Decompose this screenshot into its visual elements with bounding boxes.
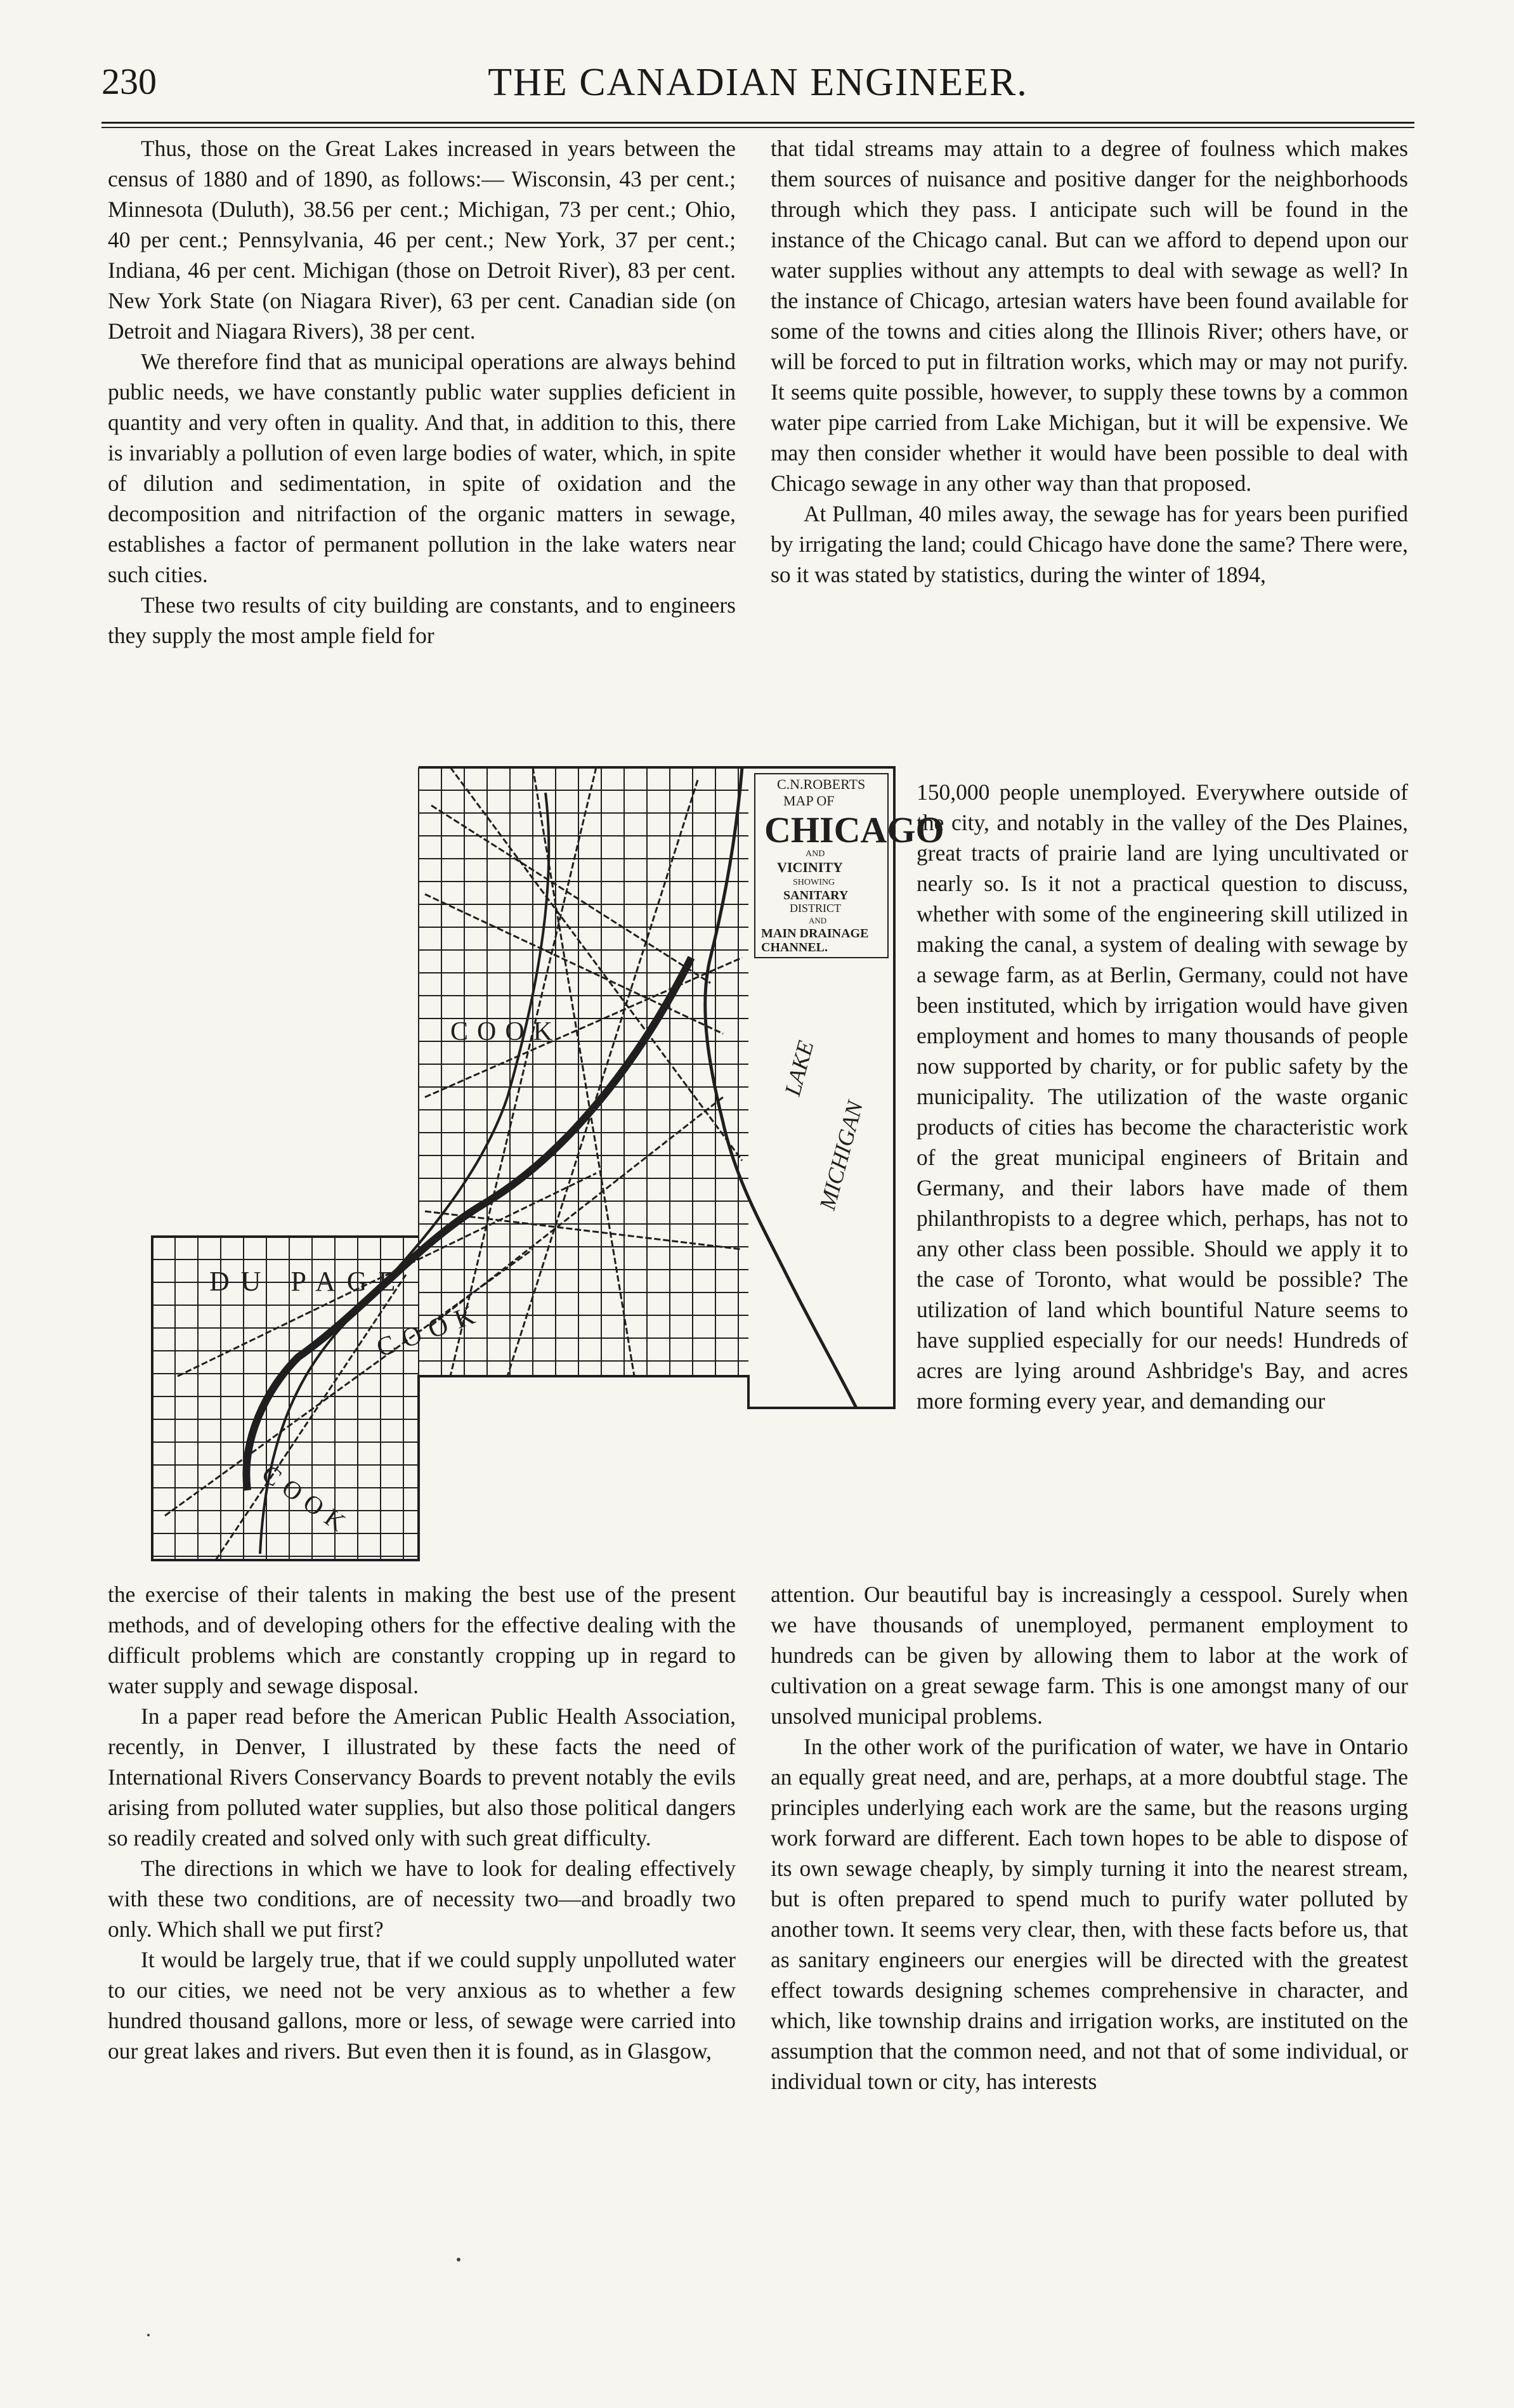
page-number: 230	[101, 61, 157, 102]
paragraph: The directions in which we have to look for dealing effectively with these two conditions, are of necessity two—and broadly two only. Which shall we put first?	[108, 1856, 736, 1942]
map-county-label: COOK	[256, 1459, 357, 1541]
paragraph: In the other work of the purification of water, we have in Ontario an equally great need, and are, perhaps, at a more doubtful stage. The principles underlying each work are the same, but the reasons urging work forward are different. Each town hopes to be able to dispose of its own sewage cheaply, by simply turning it into the nearest stream, but is often prepared to spend much to purify water polluted by another town. It seems very clear, then, with these facts before us, that as sanitary engineers our energies will be directed with the greatest effect towards designing schemes comprehensive in character, and which, like township drains and irrigation works, are instituted on the assumption that the common need, and not that of some individual, or individual town or city, has interests	[771, 1734, 1408, 2094]
map-title-line: CHANNEL.	[761, 940, 828, 954]
map-title-line: SHOWING	[793, 878, 835, 887]
map-lake-label: LAKE	[780, 1038, 819, 1099]
map-county-label: COOK	[450, 1017, 562, 1046]
journal-title: THE CANADIAN ENGINEER.	[488, 61, 1028, 104]
paragraph: attention. Our beautiful bay is increasingly a cesspool. Surely when we have thousands of unemployed, permanent employment to hundreds can be given by allowing them to labor at the work of cultivation on a great sewage farm. This is one amongst many of our unsolved municipal problems.	[771, 1582, 1408, 1729]
map-title-line: VICINITY	[777, 859, 843, 875]
paragraph: In a paper read before the American Public Health Association, recently, in Denver, I illustrated by these facts the need of International Rivers Conservancy Boards to prevent notably the evils arising from polluted water supplies, but also those political dangers so readily created and solved only with such great difficulty.	[108, 1703, 736, 1851]
paragraph: We therefore find that as municipal operations are always behind public needs, we have constantly public water supplies deficient in quantity and very often in quality. And that, in addition to this, there is invariably a pollution of even large bodies of water, which, in spite of dilution and sedimentation, in spite of oxidation and the decomposition and nitrifaction of the organic matters in sewage, establishes a factor of permanent pollution in the lake waters near such cities.	[108, 349, 736, 587]
paragraph: 150,000 people unemployed. Everywhere outside of the city, and notably in the valley of the Des Plaines, great tracts of prairie land are lying uncultivated or nearly so. Is it not a practical question to discuss, whether with some of the engineering skill utilized in making the canal, a system of dealing with sewage by a sewage farm, as at Berlin, Germany, could not have been instituted, which by irrigation would have given employment and homes to many thousands of people now supported by charity, or for public safety by the municipality. The utilization of the waste organic products of cities has become the characteristic work of the great municipal engineers of Britain and Germany, and their labors have made of them philanthropists to a degree which, perhaps, has not to any other class been possible. Should we apply it to the case of Toronto, what would be possible? The utilization of land which bountiful Nature seems to have supplied especially for our needs! Hundreds of acres are lying around Ashbridge's Bay, and acres more forming every year, and demanding our	[917, 779, 1408, 1414]
ink-speck	[147, 2334, 150, 2336]
paragraph: that tidal streams may attain to a degree of foulness which makes them sources of nuisance and positive danger for the neighborhoods through which they pass. I anticipate such will be found in the instance of the Chicago canal. But can we afford to depend upon our water supplies without any attempts to deal with sewage as well? In the instance of Chicago, artesian waters have been found available for some of the towns and cities along the Illinois River; others have, or will be forced to put in filtration works, which may or may not purify. It seems quite possible, however, to supply these towns by a common water pipe carried from Lake Michigan, but it will be expensive. We may then consider whether it would have been possible to deal with Chicago sewage in any other way than that proposed.	[771, 136, 1408, 496]
paragraph: Thus, those on the Great Lakes increased in years between the census of 1880 and of 1890, as follows:— Wisconsin, 43 per cent.; Minnesota (Duluth), 38.56 per cent.; Michigan, 73 per cent.; Ohio, 40 per cent.; Pennsylvania, 46 per cent.; New York, 37 per cent.; Indiana, 46 per cent. Michigan (those on Detroit River), 83 per cent. New York State (on Niagara River), 63 per cent. Canadian side (on Detroit and Niagara Rivers), 38 per cent.	[108, 136, 736, 344]
map-title-line: DISTRICT	[790, 902, 841, 914]
left-column-bottom	[108, 1579, 736, 2066]
chicago-drainage-map	[152, 767, 944, 1573]
left-column-top	[108, 133, 736, 651]
map-title-line: AND	[806, 849, 825, 859]
paragraph: It would be largely true, that if we could supply unpolluted water to our cities, we need not be very anxious as to whether a few hundred thousand gallons, more or less, of sewage were carried into our great lakes and rivers. But even then it is found, as in Glasgow,	[108, 1947, 736, 2064]
paragraph: the exercise of their talents in making the best use of the present methods, and of developing others for the effective dealing with the difficult problems which are constantly cropping up in regard to water supply and sewage disposal.	[108, 1582, 736, 1698]
right-column-bottom	[771, 1579, 1408, 2097]
map-title-line: MAIN DRAINAGE	[761, 927, 869, 940]
right-column-beside-map	[917, 777, 1408, 1416]
right-column-top	[771, 133, 1408, 590]
header-rule	[101, 122, 1414, 124]
map-title-line: MAP OF	[783, 793, 835, 809]
ink-speck	[457, 2258, 460, 2262]
header-rule-thin	[101, 127, 1414, 128]
paragraph: These two results of city building are constants, and to engineers they supply the most ample field for	[108, 592, 736, 648]
map-county-label: DU PAGE	[209, 1266, 407, 1297]
map-title-line: C.N.ROBERTS	[777, 776, 866, 792]
map-county-label: COOK	[372, 1298, 487, 1363]
map-title-line: SANITARY	[783, 888, 849, 902]
map-lake-label: MICHIGAN	[814, 1098, 868, 1213]
paragraph: At Pullman, 40 miles away, the sewage has for years been purified by irrigating the land; could Chicago have done the same? There were, so it was stated by statistics, during the winter of 1894,	[771, 501, 1408, 587]
page-header	[101, 60, 1414, 124]
map-title-line: AND	[809, 916, 827, 925]
map-title-line: CHICAGO	[764, 809, 944, 850]
